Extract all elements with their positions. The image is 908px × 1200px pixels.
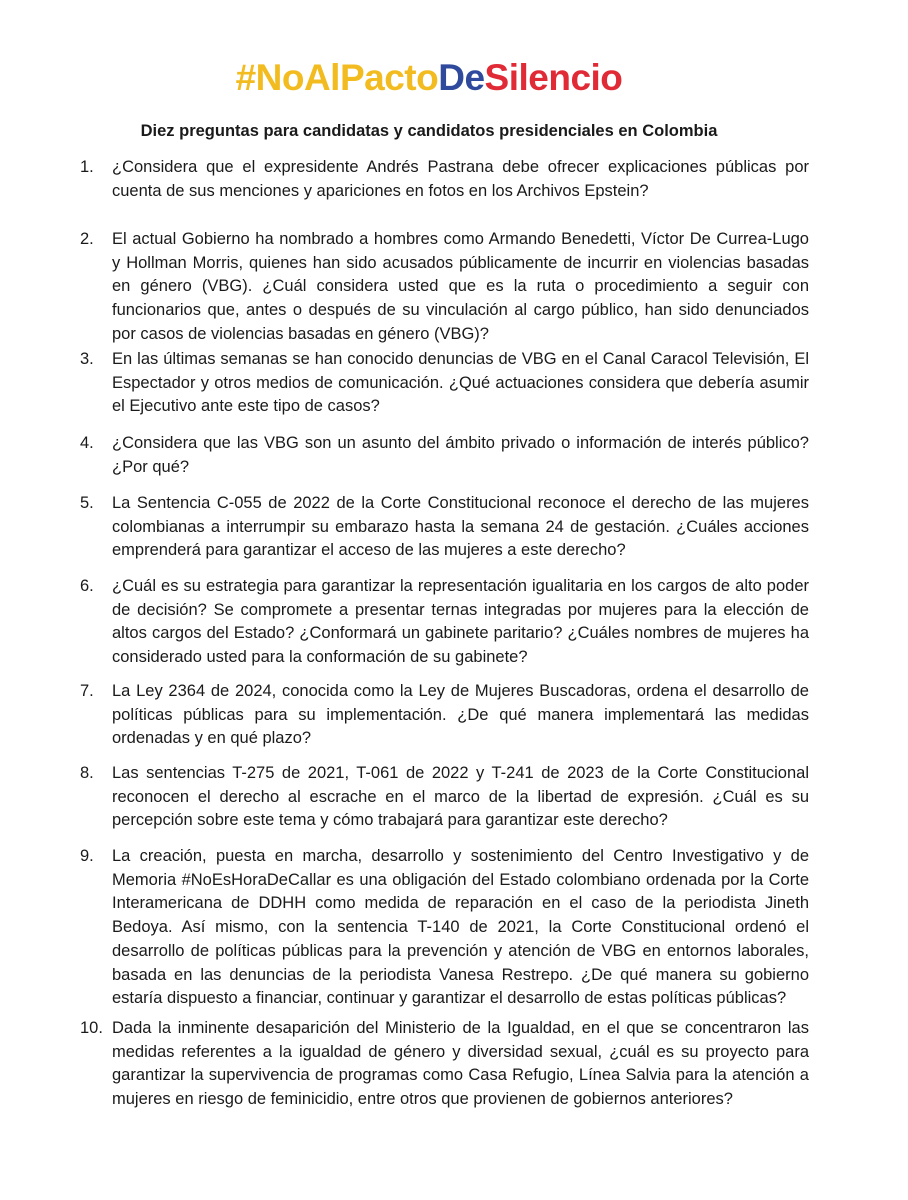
question-number: 8. bbox=[80, 764, 94, 782]
question-number: 3. bbox=[80, 350, 94, 368]
question-number: 7. bbox=[80, 682, 94, 700]
question-number: 2. bbox=[80, 230, 94, 248]
campaign-logo bbox=[0, 56, 858, 100]
question-text: ¿Considera que el expresidente Andrés Pastrana debe ofrecer explicaciones públicas por cuenta de sus menciones y apariciones en fotos en los Archivos Epstein? bbox=[112, 158, 809, 200]
question-text: ¿Considera que las VBG son un asunto del ámbito privado o información de interés público? ¿Por qué? bbox=[112, 434, 809, 476]
logo-word-no-al-pacto: NoAlPacto bbox=[255, 57, 439, 98]
logo-word-silencio: Silencio bbox=[484, 57, 623, 98]
question-number: 6. bbox=[80, 577, 94, 595]
question-text: Las sentencias T-275 de 2021, T-061 de 2022 y T-241 de 2023 de la Corte Constitucional reconocen el derecho al escrache en el marco de la libertad de expresión. ¿Cuál es su percepción sobre este tema y cómo trabajará para garantizar este derecho? bbox=[112, 764, 809, 830]
question-number: 4. bbox=[80, 434, 94, 452]
document-title: Diez preguntas para candidatas y candidatos presidenciales en Colombia bbox=[140, 122, 718, 140]
question-number: 10. bbox=[80, 1019, 103, 1037]
question-text: En las últimas semanas se han conocido denuncias de VBG en el Canal Caracol Televisión, El Espectador y otros medios de comunicación. ¿Qué actuaciones considera que debería asumir el Ejecutivo ante este tipo de casos? bbox=[112, 350, 809, 416]
question-text: La Ley 2364 de 2024, conocida como la Ley de Mujeres Buscadoras, ordena el desarrollo de políticas públicas para su implementación. ¿De qué manera implementará las medidas ordenadas y en qué plazo? bbox=[112, 682, 809, 748]
question-text: La creación, puesta en marcha, desarrollo y sostenimiento del Centro Investigativo y de Memoria #NoEsHoraDeCallar es una obligación del Estado colombiano ordenada por la Corte Interamericana de DDHH como medida de reparación en el caso de la periodista Jineth Bedoya. Así mismo, con la sentencia T-140 de 2021, la Corte Constitucional ordenó el desarrollo de políticas públicas para la prevención y atención de VBG en entornos laborales, basada en las denuncias de la periodista Vanesa Restrepo. ¿De qué manera su gobierno estaría dispuesto a financiar, continuar y garantizar el desarrollo de estas políticas públicas? bbox=[112, 847, 809, 1008]
question-text: Dada la inminente desaparición del Ministerio de la Igualdad, en el que se concentraron las medidas referentes a la igualdad de género y diversidad sexual, ¿cuál es su proyecto para garantizar la supervivencia de programas como Casa Refugio, Línea Salvia para la atención a mujeres en riesgo de feminicidio, entre otros que provienen de gobiernos anteriores? bbox=[112, 1019, 809, 1109]
question-number: 5. bbox=[80, 494, 94, 512]
question-number: 1. bbox=[80, 158, 94, 176]
question-text: El actual Gobierno ha nombrado a hombres como Armando Benedetti, Víctor De Currea-Lugo y Hollman Morris, quienes han sido acusados públicamente de incurrir en violencias basadas en género (VBG). ¿Cuál considera usted que es la ruta o procedimiento a seguir con funcionarios que, antes o después de su vinculación al cargo público, han sido denunciados por casos de violencias basadas en género (VBG)? bbox=[112, 230, 809, 343]
logo-word-de: De bbox=[438, 57, 485, 98]
question-number: 9. bbox=[80, 847, 94, 865]
question-text: La Sentencia C-055 de 2022 de la Corte Constitucional reconoce el derecho de las mujeres colombianas a interrumpir su embarazo hasta la semana 24 de gestación. ¿Cuáles acciones emprenderá para garantizar el acceso de las mujeres a este derecho? bbox=[112, 494, 809, 560]
question-text: ¿Cuál es su estrategia para garantizar la representación igualitaria en los cargos de alto poder de decisión? Se compromete a presentar ternas integradas por mujeres para la elección de altos cargos del Estado? ¿Conformará un gabinete paritario? ¿Cuáles nombres de mujeres ha considerado usted para la conformación de su gabinete? bbox=[112, 577, 809, 667]
logo-hash: # bbox=[235, 57, 256, 98]
